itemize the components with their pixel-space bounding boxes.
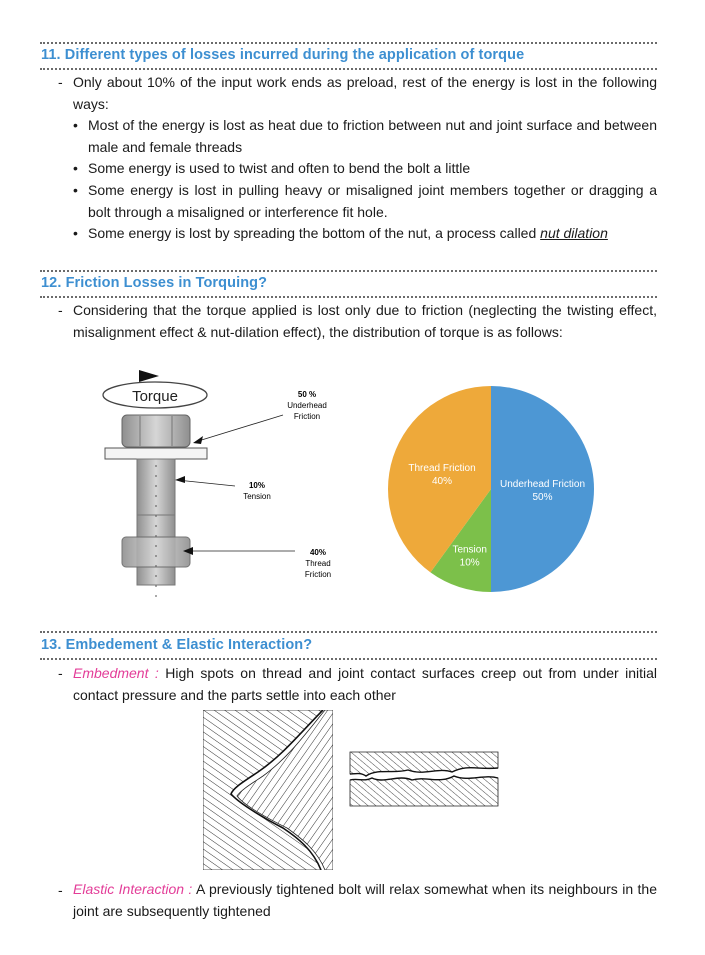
pie-label: Underhead Friction [499, 479, 586, 490]
svg-text:Underhead: Underhead [287, 401, 327, 410]
bullet-marker: • [73, 117, 78, 133]
pie-value-label: 50% [532, 492, 553, 503]
embedment-term: Embedment : [73, 665, 159, 681]
divider [40, 296, 657, 298]
dash-marker: - [58, 665, 63, 681]
bolt-torque-figure [95, 365, 345, 600]
svg-text:40%: 40% [309, 548, 327, 557]
elastic-interaction-paragraph [73, 879, 657, 922]
embedment-text: High spots on thread and joint contact surfaces creep out from under initial contact pressure and the parts settle into each other [73, 665, 658, 703]
pie-label: Tension [452, 544, 487, 556]
section-11-bullet-4 [88, 223, 657, 245]
torque-distribution-pie-chart [380, 378, 610, 598]
divider [40, 631, 657, 633]
section-11-bullet-3: Some energy is lost in pulling heavy or misaligned joint members together or dragging a bolt through a misaligned or interference fit hole. [88, 182, 657, 220]
elastic-interaction-text: A previously tightened bolt will relax somewhat when its neighbours in the joint are subsequently tightened [73, 881, 657, 919]
svg-text:Thread: Thread [305, 559, 331, 568]
svg-text:Friction: Friction [293, 412, 321, 421]
section-12-heading: 12. Friction Losses in Torquing? [41, 275, 268, 291]
dash-marker: - [58, 302, 63, 318]
svg-text:10%: 10% [248, 481, 266, 490]
callout-underhead [287, 390, 327, 421]
embedment-illustration-left [203, 710, 333, 870]
bolt-head [122, 415, 190, 447]
svg-text:50 %: 50 % [297, 390, 317, 399]
section-11-intro: Only about 10% of the input work ends as preload, rest of the energy is lost in the following ways: [73, 74, 657, 112]
svg-text:Tension: Tension [243, 492, 271, 501]
dash-marker: - [58, 74, 63, 90]
elastic-interaction-term: Elastic Interaction : [73, 881, 193, 897]
bullet-marker: • [73, 225, 78, 241]
section-11-heading: 11. Different types of losses incurred during the application of torque [41, 47, 525, 63]
nut [122, 537, 190, 567]
divider [40, 270, 657, 272]
nut-dilation-term: nut dilation [540, 225, 608, 241]
bullet-marker: • [73, 160, 78, 176]
divider [40, 658, 657, 660]
bullet-4-text: Some energy is lost by spreading the bottom of the nut, a process called [88, 225, 537, 241]
pie-value-label: 10% [459, 557, 480, 569]
pie-label: Thread Friction [408, 463, 476, 475]
joint-plate [105, 448, 207, 459]
svg-text:Friction: Friction [304, 570, 332, 579]
divider [40, 68, 657, 70]
divider [40, 42, 657, 44]
bullet-marker: • [73, 182, 78, 198]
section-11-bullet-2: Some energy is used to twist and often to bend the bolt a little [88, 160, 471, 176]
embedment-paragraph [73, 663, 657, 706]
dash-marker: - [58, 882, 63, 898]
callout-tension [243, 481, 271, 501]
callout-thread [305, 548, 331, 579]
torque-label: Torque [132, 388, 178, 405]
embedment-illustration-right [348, 750, 500, 808]
section-12-intro: Considering that the torque applied is lost only due to friction (neglecting the twisting effect, misalignment effect & nut-dilation effect), the distribution of torque is as follows: [73, 302, 657, 340]
section-13-heading: 13. Embedement & Elastic Interaction? [41, 637, 313, 653]
section-11-bullet-1: Most of the energy is lost as heat due to friction between nut and joint surface and between male and female threads [88, 117, 657, 155]
pie-value-label: 40% [432, 476, 453, 488]
